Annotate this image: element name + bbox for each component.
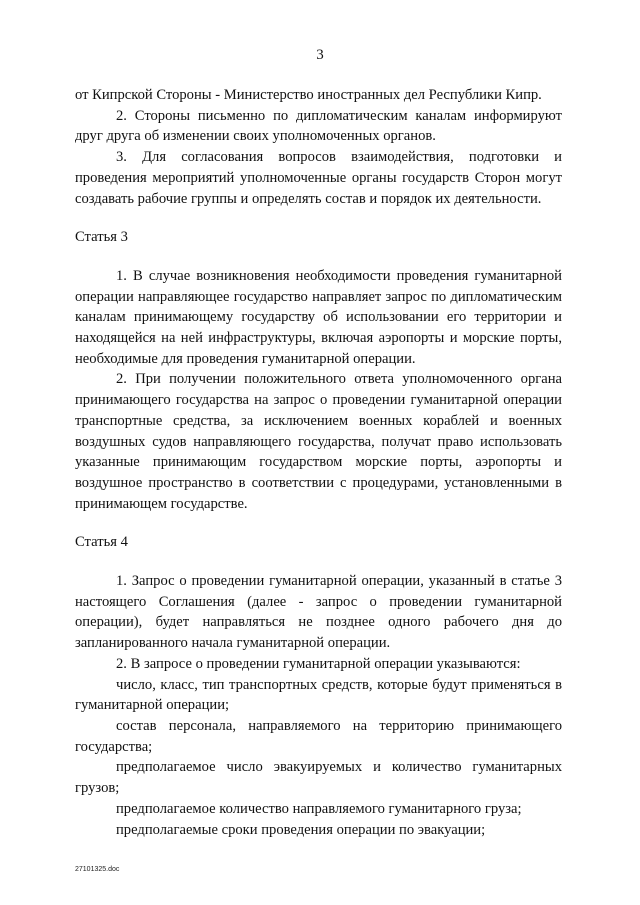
article-3-heading: Статья 3 [75, 229, 128, 246]
document-body [75, 85, 562, 840]
list-item: состав персонала, направляемого на территорию принимающего государства; [75, 717, 562, 755]
list-item: предполагаемое количество направляемого гуманитарного груза; [116, 800, 522, 817]
list-item: предполагаемое число эвакуируемых и количество гуманитарных грузов; [75, 759, 562, 797]
page-number: 3 [316, 47, 324, 63]
list-item: предполагаемые сроки проведения операции по эвакуации; [116, 821, 486, 838]
paragraph: 3. Для согласования вопросов взаимодействия, подготовки и проведения мероприятий уполномоченные органы государств Сторон могут создавать рабочие группы и определять состав и порядок их деятельности. [75, 149, 562, 207]
paragraph: от Кипрской Стороны - Министерство иностранных дел Республики Кипр. [75, 87, 542, 103]
article-4-heading: Статья 4 [75, 534, 128, 551]
paragraph: 2. Стороны письменно по дипломатическим каналам информируют друг друга об изменении своих уполномоченных органов. [75, 107, 562, 145]
paragraph: 1. Запрос о проведении гуманитарной операции, указанный в статье 3 настоящего Соглашения (далее - запрос о проведении гуманитарной операции), будет направляться не позднее одного рабочего дня до запланированного начала гуманитарной операции. [75, 573, 562, 652]
file-name-footer: 27101325.doc [75, 866, 120, 873]
paragraph: 2. При получении положительного ответа уполномоченного органа принимающего государства на запрос о проведении гуманитарной операции транспортные средства, за исключением военных кораблей и военных воздушных судов направляющего государства, получат право использовать указанные принимающим государством морские порты, аэропорты и воздушное пространство в соответствии с процедурами, установленными в принимающем государстве. [75, 371, 562, 512]
paragraph: 2. В запросе о проведении гуманитарной операции указываются: [116, 655, 521, 672]
paragraph: 1. В случае возникновения необходимости проведения гуманитарной операции направляющее государство направляет запрос по дипломатическим каналам принимающему государству об использовании его территории и находящейся на ней инфраструктуры, включая аэропорты и морские порты, необходимые для проведения гуманитарной операции. [75, 267, 562, 367]
list-item: число, класс, тип транспортных средств, которые будут применяться в гуманитарной операции; [75, 676, 562, 714]
